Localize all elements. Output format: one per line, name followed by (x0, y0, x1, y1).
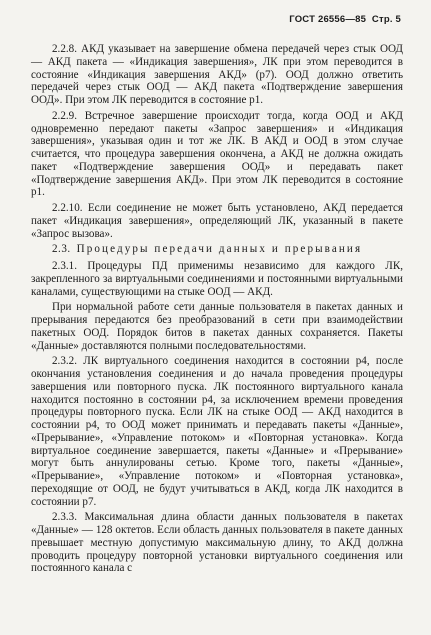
standard-number: ГОСТ 26556—85 (289, 14, 367, 25)
paragraph-2-3-1: 2.3.1. Процедуры ПД применимы независимо для каждого ЛК, закрепленного за виртуальными соединениями и постоянными виртуальными каналами, существующими на стыке ООД — АКД. (31, 260, 403, 298)
paragraph-2-3-3: 2.3.3. Максимальная длина области данных пользователя в пакетах «Данные» — 128 октетов. Если область данных пользователя в пакете данных превышает местную допустимую максимальную длину, то АКД должна проводить процедуру повторной установки виртуального соединения или постоянного канала с (31, 511, 403, 575)
section-number: 2.3. (52, 243, 71, 256)
page-header (289, 14, 401, 25)
paragraph-2-2-9: 2.2.9. Встречное завершение происходит тогда, когда ООД и АКД одновременно передают пакеты «Запрос завершения» и «Индикация завершения», указывая один и тот же ЛК. В АКД и ООД в этом случае считается, что процедура завершения окончена, а АКД не должна ожидать пакет «Подтверждение завершения ООД» и передавать пакет «Подтверждение завершения АКД». При этом ЛК переводится в состояние р1. (31, 109, 403, 199)
paragraph-2-3-2: 2.3.2. ЛК виртуального соединения находится в состоянии р4, после окончания установления соединения и до начала проведения процедуры завершения или повторного пуска. ЛК постоянного виртуального канала находится постоянно в состоянии р4, за исключением времени проведения процедуры повторного пуска. Если ЛК на стыке ООД — АКД находится в состоянии р4, то ООД может принимать и передавать пакеты «Данные», «Прерывание», «Управление потоком» и «Повторная установка». Когда виртуальное соединение завершается, пакеты «Данные» и «Прерывание» могут быть аннулированы сетью. Кроме того, пакеты «Данные», «Прерывание», «Управление потоком» и «Повторная установка», переходящие от ООД, не будут учитываться в АКД, когда ЛК находится в состоянии р7. (31, 355, 403, 508)
section-title: Процедуры передачи данных и прерывания (76, 243, 363, 256)
page-number: Стр. 5 (371, 14, 401, 25)
paragraph-2-2-10: 2.2.10. Если соединение не может быть установлено, АКД передается пакет «Индикация завершения», определяющий ЛК, указанный в пакете «Запрос вызова». (31, 202, 403, 240)
paragraph-2-2-8: 2.2.8. АКД указывает на завершение обмена передачей через стык ООД — АКД пакета — «Индикация завершения», ЛК при этом переводится в состояние «Индикация завершения АКД» (р7). ООД должно ответить передачей через стык ООД — АКД пакета «Подтверждение завершения ООД». При этом ЛК переводится в состояние р1. (31, 43, 403, 106)
document-body (31, 43, 403, 576)
paragraph-normal-operation: При нормальной работе сети данные пользователя в пакетах данных и прерывания передаются без преобразований в сети при взаимодействии пакетных ООД. Порядок битов в пакетах данных сохраняется. Пакеты «Данные» доставляются полными последовательностями. (31, 301, 403, 352)
section-heading-2-3 (31, 243, 403, 256)
